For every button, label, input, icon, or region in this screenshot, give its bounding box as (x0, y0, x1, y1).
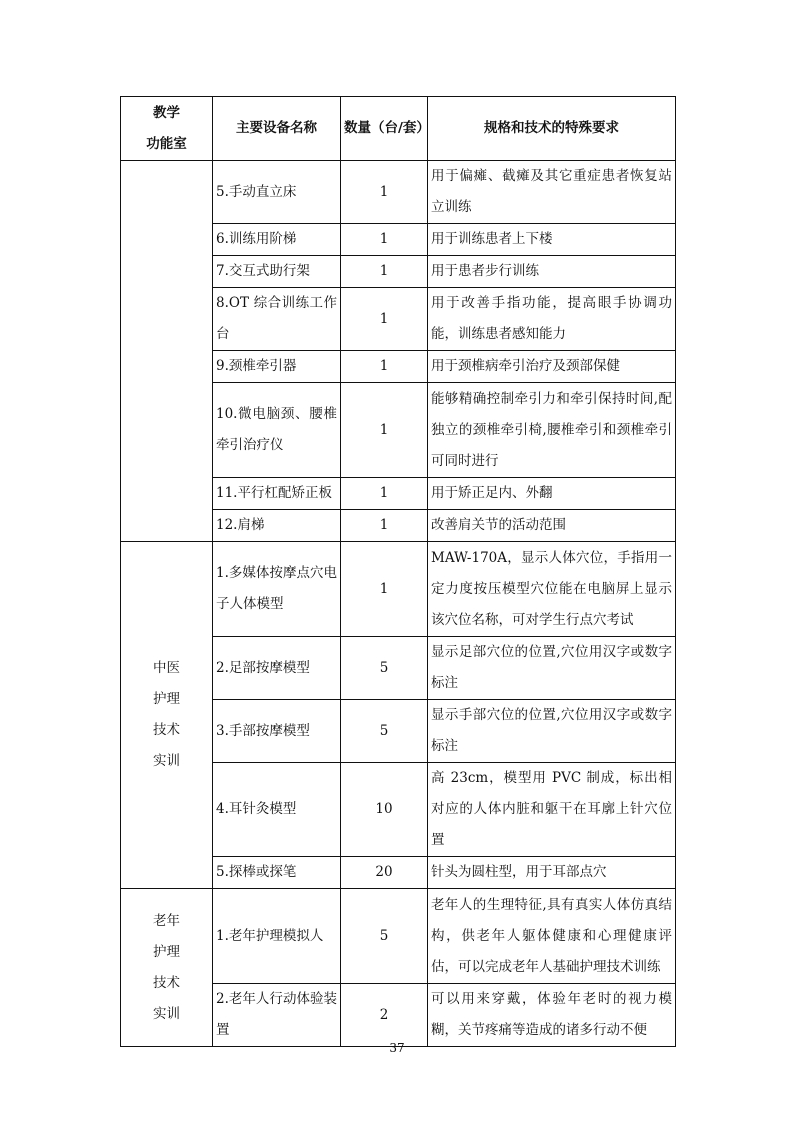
quantity: 5 (341, 889, 428, 984)
header-room-label: 教学 功能室 (146, 104, 187, 152)
equipment-name: 1.多媒体按摩点穴电子人体模型 (213, 542, 341, 637)
room-label-line: 护理 (153, 943, 180, 960)
specification: 针头为圆柱型，用于耳部点穴 (428, 857, 676, 889)
equipment-name: 9.颈椎牵引器 (213, 351, 341, 383)
quantity: 20 (341, 857, 428, 889)
equipment-name: 6.训练用阶梯 (213, 224, 341, 256)
specification: 用于改善手指功能，提高眼手协调功能，训练患者感知能力 (428, 288, 676, 351)
specification: 显示足部穴位的位置,穴位用汉字或数字标注 (428, 637, 676, 700)
quantity: 1 (341, 224, 428, 256)
specification: MAW-170A，显示人体穴位，手指用一定力度按压模型穴位能在电脑屏上显示该穴位名称，可对学生行点穴考试 (428, 542, 676, 637)
quantity: 1 (341, 510, 428, 542)
table-row (121, 542, 676, 637)
equipment-name: 1.老年护理模拟人 (213, 889, 341, 984)
equipment-name: 4.耳针灸模型 (213, 763, 341, 857)
equipment-table (120, 96, 676, 1047)
room-label-line: 技术 (153, 722, 180, 738)
quantity: 1 (341, 478, 428, 510)
equipment-name: 12.肩梯 (213, 510, 341, 542)
room-cell (121, 542, 213, 889)
quantity: 1 (341, 351, 428, 383)
room-label-line: 技术 (153, 974, 180, 991)
specification: 用于颈椎病牵引治疗及颈部保健 (428, 351, 676, 383)
specification: 改善肩关节的活动范围 (428, 510, 676, 542)
specification: 用于患者步行训练 (428, 256, 676, 288)
header-spec: 规格和技术的特殊要求 (428, 97, 676, 161)
specification: 可以用来穿戴，体验年老时的视力模糊，关节疼痛等造成的诸多行动不便 (428, 984, 676, 1047)
room-cell (121, 889, 213, 1047)
header-qty: 数量（台/套） (341, 97, 428, 161)
room-label-line: 护理 (153, 691, 180, 707)
specification: 用于训练患者上下楼 (428, 224, 676, 256)
specification: 显示手部穴位的位置,穴位用汉字或数字标注 (428, 700, 676, 763)
equipment-name: 7.交互式助行架 (213, 256, 341, 288)
table-row (121, 161, 676, 224)
room-label-line: 实训 (153, 753, 180, 769)
quantity: 5 (341, 700, 428, 763)
header-row (121, 97, 676, 161)
room-label-line: 中医 (153, 660, 180, 676)
header-room (121, 97, 213, 161)
quantity: 5 (341, 637, 428, 700)
specification: 用于偏瘫、截瘫及其它重症患者恢复站立训练 (428, 161, 676, 224)
quantity: 1 (341, 256, 428, 288)
specification: 能够精确控制牵引力和牵引保持时间,配独立的颈椎牵引椅,腰椎牵引和颈椎牵引可同时进行 (428, 383, 676, 478)
room-label-line: 实训 (153, 1005, 180, 1022)
quantity: 2 (341, 984, 428, 1047)
equipment-name: 2.足部按摩模型 (213, 637, 341, 700)
specification: 用于矫正足内、外翻 (428, 478, 676, 510)
equipment-name: 5.探棒或探笔 (213, 857, 341, 889)
specification: 老年人的生理特征,具有真实人体仿真结构，供老年人躯体健康和心理健康评估，可以完成老年人基础护理技术训练 (428, 889, 676, 984)
equipment-name: 2.老年人行动体验装置 (213, 984, 341, 1047)
quantity: 10 (341, 763, 428, 857)
quantity: 1 (341, 161, 428, 224)
specification: 高 23cm，模型用 PVC 制成，标出相对应的人体内脏和躯干在耳廓上针穴位置 (428, 763, 676, 857)
page-number: 37 (389, 1041, 405, 1055)
quantity: 1 (341, 383, 428, 478)
room-label-line: 老年 (153, 912, 180, 929)
quantity: 1 (341, 288, 428, 351)
equipment-name: 8.OT 综合训练工作台 (213, 288, 341, 351)
equipment-name: 10.微电脑颈、腰椎牵引治疗仪 (213, 383, 341, 478)
header-name: 主要设备名称 (213, 97, 341, 161)
equipment-name: 11.平行杠配矫正板 (213, 478, 341, 510)
equipment-name: 3.手部按摩模型 (213, 700, 341, 763)
room-cell (121, 161, 213, 542)
table-row (121, 889, 676, 984)
equipment-name: 5.手动直立床 (213, 161, 341, 224)
quantity: 1 (341, 542, 428, 637)
